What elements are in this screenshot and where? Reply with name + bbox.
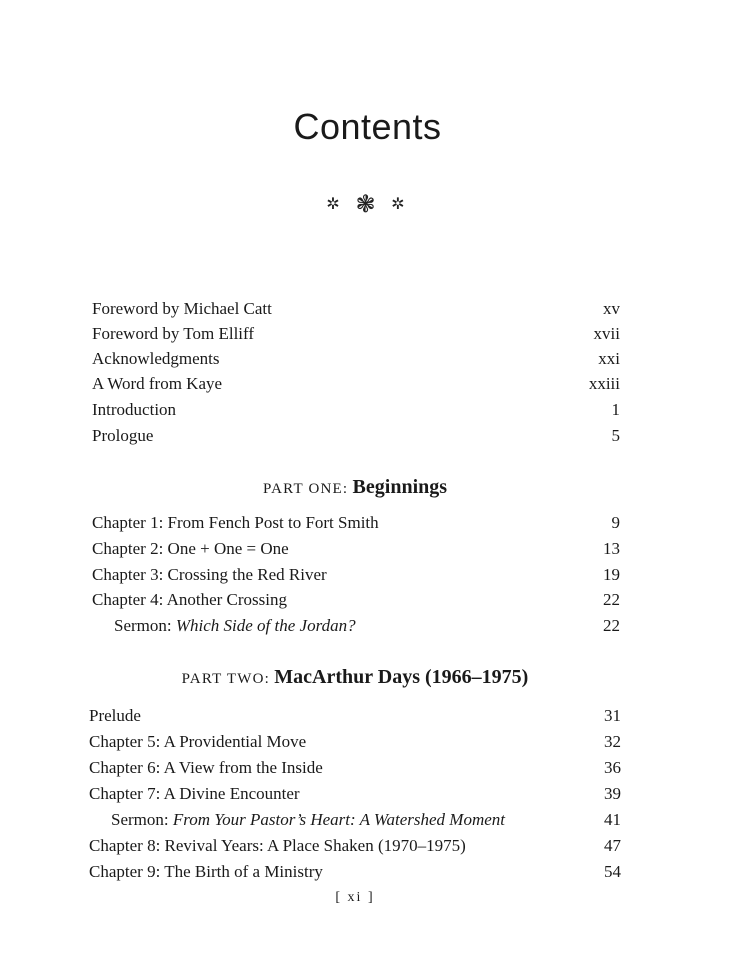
ornament-right-icon: ✲ [391, 194, 409, 213]
toc-entry [92, 536, 620, 562]
toc-entry-page: xxiii [588, 374, 620, 393]
toc-entry [92, 321, 620, 347]
toc-sermon-entry [89, 807, 621, 833]
part-name: MacArthur Days (1966–1975) [274, 666, 529, 688]
toc-entry [92, 296, 620, 322]
part-two-heading [0, 666, 710, 689]
sermon-title: Which Side of the Jordan? [175, 616, 356, 635]
toc-entry-page: 19 [603, 565, 620, 584]
toc-entry-label: Chapter 4: Another Crossing [92, 590, 288, 609]
toc-entry-page: 31 [604, 706, 621, 725]
toc-entry-label: Introduction [92, 400, 177, 419]
toc-entry-label: A Word from Kaye [92, 374, 223, 393]
part-number: PART TWO: [181, 671, 271, 687]
toc-entry-page: 41 [604, 810, 621, 829]
sermon-prefix: Sermon: [111, 810, 173, 829]
toc-entry-page: 32 [604, 732, 621, 751]
toc-entry [92, 562, 620, 588]
toc-entry-label [92, 613, 356, 639]
toc-entry-label: Acknowledgments [92, 349, 220, 368]
toc-entry [92, 510, 620, 536]
toc-entry-page: 1 [611, 400, 620, 419]
toc-entry-page: 5 [611, 426, 620, 445]
ornament-center-icon: ❃ [355, 190, 380, 218]
toc-entry-page: 9 [611, 513, 620, 532]
toc-entry-label: Chapter 2: One + One = One [92, 539, 289, 558]
toc-entry-label: Prologue [92, 426, 154, 445]
toc-entry-label: Chapter 7: A Divine Encounter [89, 784, 300, 803]
toc-entry [89, 755, 621, 781]
toc-entry-page: xv [603, 299, 620, 318]
part-name: Beginnings [352, 476, 448, 498]
toc-entry-label: Prelude [89, 706, 141, 725]
part-one-heading [0, 476, 710, 499]
toc-entry-page: xxi [598, 349, 620, 368]
toc-entry-label: Chapter 1: From Fench Post to Fort Smith [92, 513, 379, 532]
toc-entry-label: Chapter 9: The Birth of a Ministry [89, 862, 323, 881]
page-title: Contents [293, 106, 442, 147]
toc-entry-page: 22 [603, 616, 620, 635]
sermon-title: From Your Pastor’s Heart: A Watershed Moment [172, 810, 506, 829]
toc-entry-page: 54 [604, 862, 621, 881]
toc-entry-label: Chapter 6: A View from the Inside [89, 758, 323, 777]
toc-entry [89, 833, 621, 859]
toc-entry-page: 13 [603, 539, 620, 558]
ornament-left-icon: ✲ [326, 194, 344, 213]
toc-entry-label [89, 807, 505, 833]
toc-entry-label: Foreword by Michael Catt [92, 299, 272, 318]
ornament-divider [0, 190, 735, 218]
toc-entry [92, 587, 620, 613]
toc-entry [92, 397, 620, 423]
toc-entry-page: 22 [603, 590, 620, 609]
toc-entry [89, 729, 621, 755]
toc-entry [89, 703, 621, 729]
toc-entry-label: Foreword by Tom Elliff [92, 324, 255, 343]
toc-entry-label: Chapter 5: A Providential Move [89, 732, 307, 751]
page-folio: [ xi ] [335, 890, 375, 905]
toc-entry-page: 39 [604, 784, 621, 803]
toc-entry [89, 859, 621, 885]
toc-entry-page: 36 [604, 758, 621, 777]
toc-entry-page: xvii [593, 324, 620, 343]
toc-entry [92, 423, 620, 449]
toc-entry [89, 781, 621, 807]
toc-entry [92, 371, 620, 397]
toc-sermon-entry [92, 613, 620, 639]
toc-entry [92, 346, 620, 372]
toc-entry-label: Chapter 8: Revival Years: A Place Shaken (1970–1975) [89, 836, 466, 855]
toc-entry-label: Chapter 3: Crossing the Red River [92, 565, 327, 584]
toc-entry-page: 47 [604, 836, 621, 855]
part-number: PART ONE: [262, 481, 349, 497]
sermon-prefix: Sermon: [114, 616, 176, 635]
